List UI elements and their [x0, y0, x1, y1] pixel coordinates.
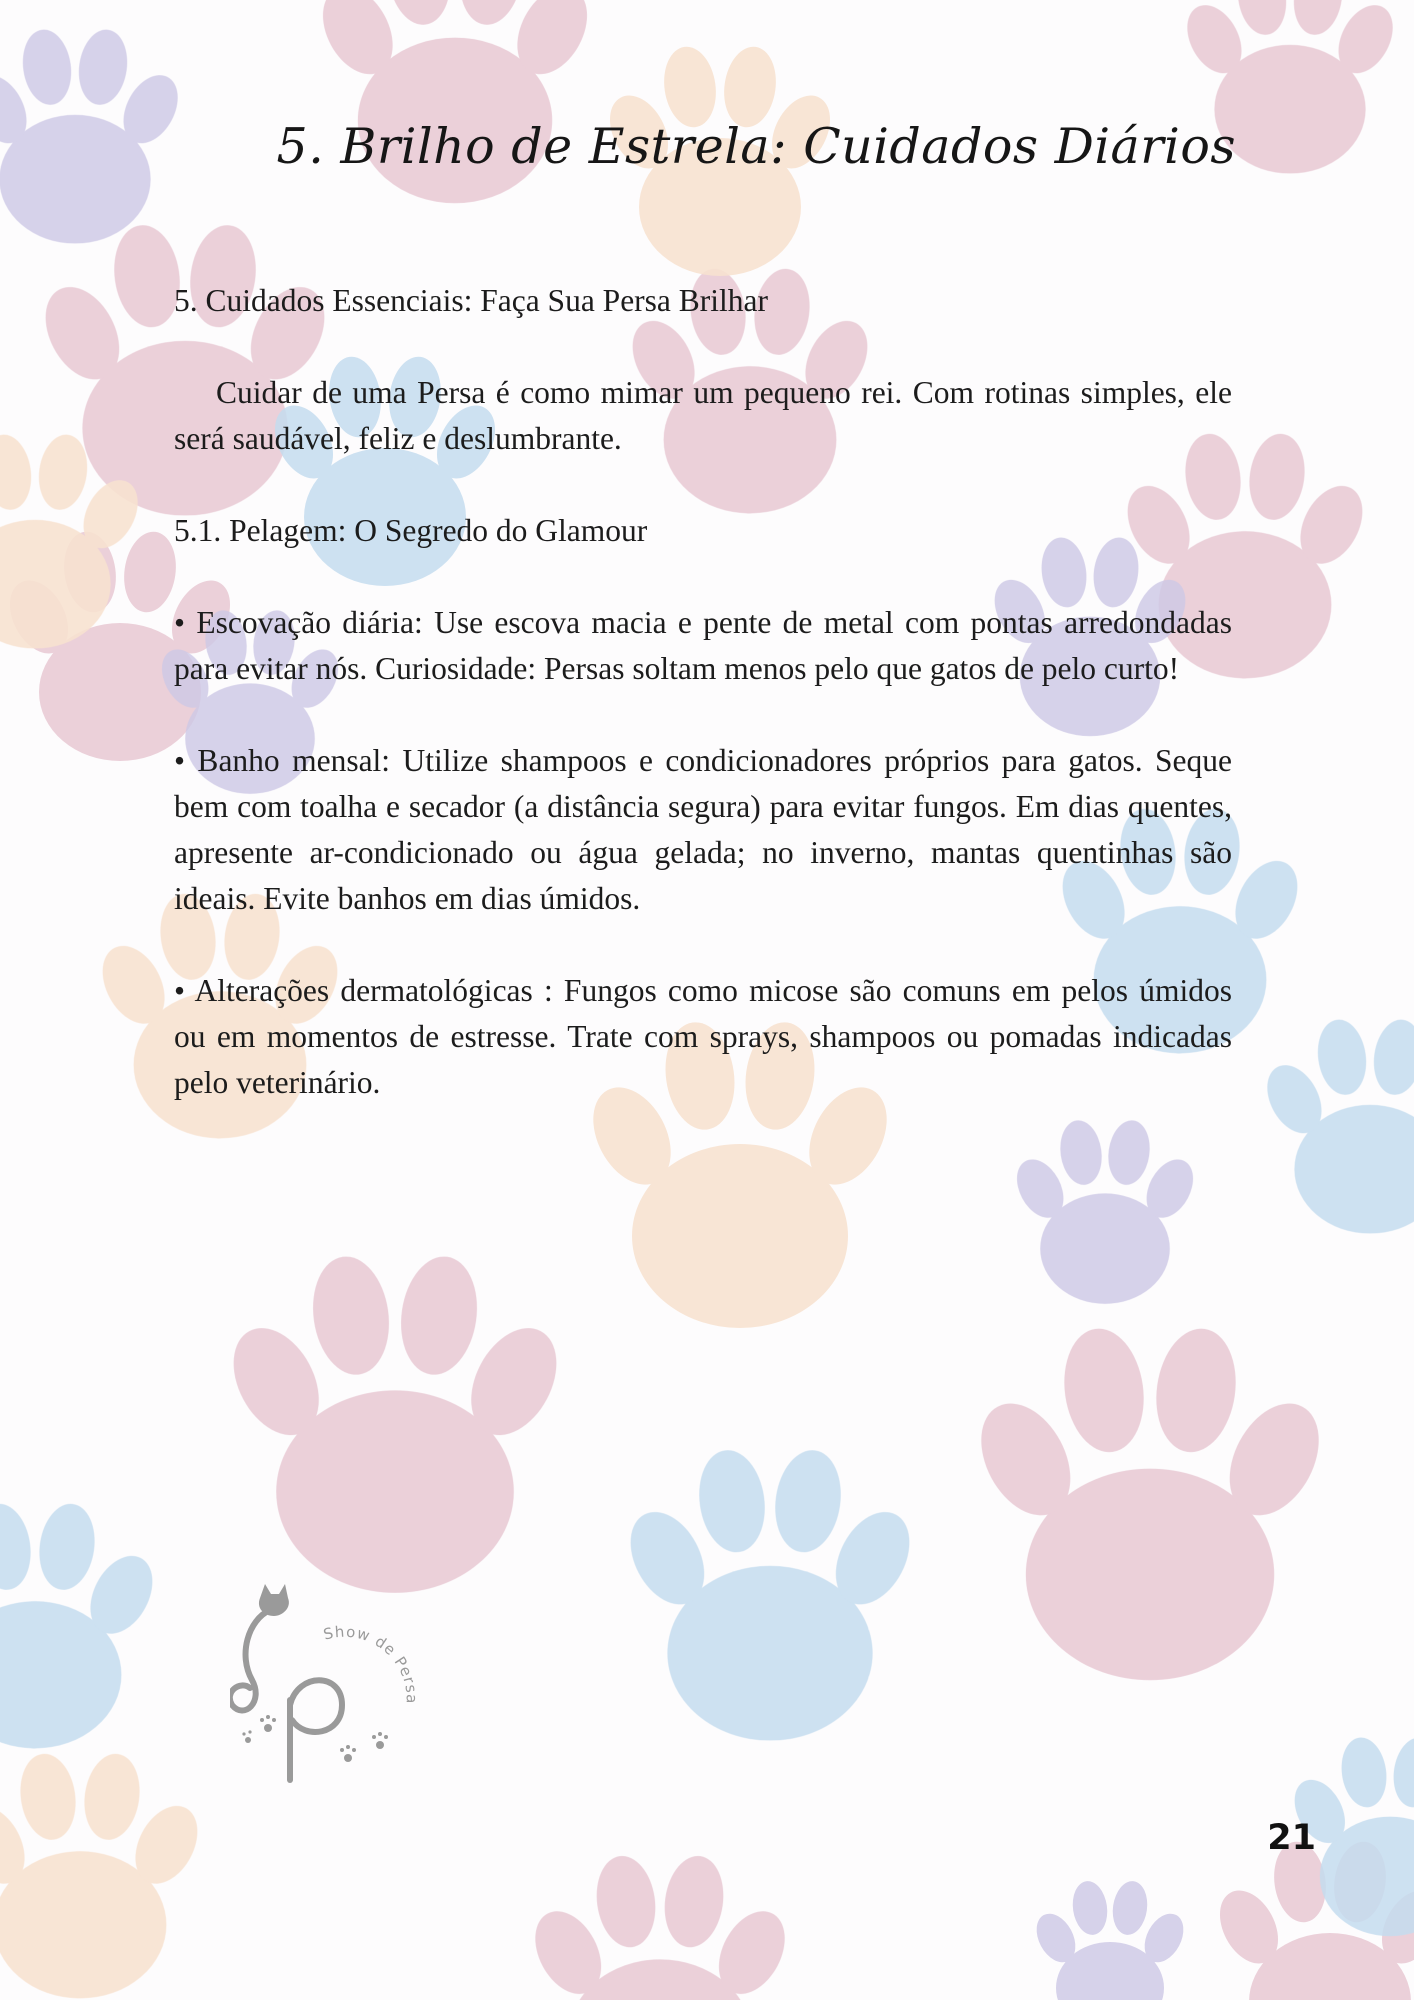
page-number: 21	[1267, 1818, 1316, 1858]
subsection-heading: 5.1. Pelagem: O Segredo do Glamour	[174, 513, 648, 548]
chapter-title: 5. Brilho de Estrela: Cuidados Diários	[276, 118, 1236, 175]
logo-brand-text: Show de Persa	[321, 1622, 421, 1705]
section-heading: 5. Cuidados Essenciais: Faça Sua Persa Brilhar	[174, 283, 769, 318]
small-paw-icons	[242, 1715, 388, 1762]
bullet-paragraph-brushing: • Escovação diária: Use escova macia e pente de metal com pontas arredondadas para evitar nós. Curiosidade: Persas soltam menos pelo que gatos de pelo curto!	[174, 605, 1232, 686]
cat-icon	[259, 1584, 289, 1616]
intro-paragraph: Cuidar de uma Persa é como mimar um pequeno rei. Com rotinas simples, ele será saudável, feliz e deslumbrante.	[174, 375, 1232, 456]
bullet-paragraph-bath: • Banho mensal: Utilize shampoos e condicionadores próprios para gatos. Seque bem com toalha e secador (a distância segura) para evitar fungos. Em dias quentes, apresente ar-condicionado ou água gelada; no inverno, mantas quentinhas são ideais. Evite banhos em dias úmidos.	[174, 743, 1232, 916]
show-de-persa-logo	[230, 1580, 440, 1820]
document-body	[174, 278, 1232, 1152]
bullet-paragraph-dermatology: • Alterações dermatológicas : Fungos como micose são comuns em pelos úmidos ou em momentos de estresse. Trate com sprays, shampoos ou pomadas indicadas pelo veterinário.	[174, 973, 1232, 1100]
